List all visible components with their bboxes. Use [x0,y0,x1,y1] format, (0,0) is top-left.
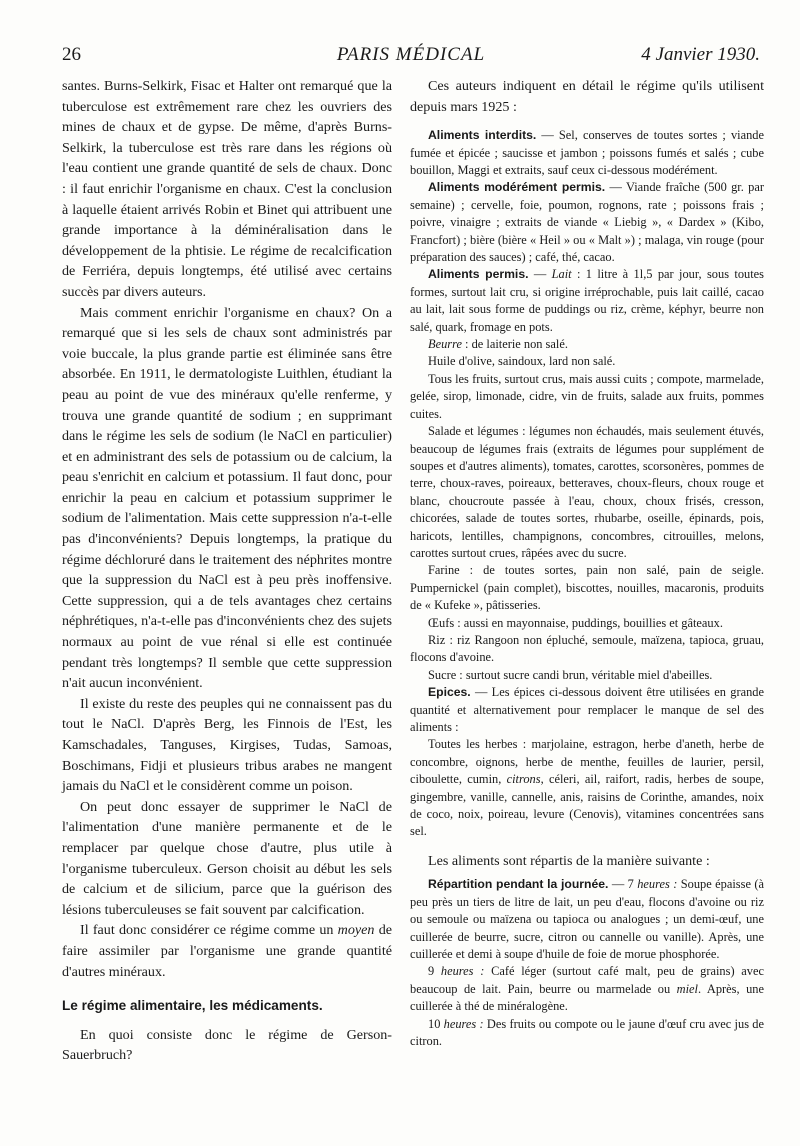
paragraph: Il faut donc considérer ce régime comme un moyen de faire assimiler par l'organisme une grande quantité d'autres minéraux. [62,922,393,980]
list-item: Aliments modérément permis. — Viande fraîche (500 gr. par semaine) ; cervelle, foie, poumon, rognons, rate ; poissons frais ; poivre, vinaigre ; extraits de viande « Liebig », « Dardex » (Kibo, Francfort) ; bière (bière « Heil » ou « Malt ») ; malaga, vin rouge (pour préparation des sauces) ; café, thé, cacao. [410,180,764,265]
list-item: Epices. — Les épices ci-dessous doivent être utilisées en grande quantité et alternativement pour remplacer le manque de sel des aliments : [410,685,764,734]
list-item: Répartition pendant la journée. — 7 heures : Soupe épaisse (à peu près un tiers de litre de lait, un peu d'eau, flocons d'avoine ou riz ou semoule ou maïzena ou tapioca ou analogues ; un demi-œuf, une cuillerée de beurre, sucre, citron ou cannelle ou vanille). Après, une cuillerée et demi à soupe d'huile de foie de morue phosphorée. [410,877,764,962]
list-item: Sucre : surtout sucre candi brun, véritable miel d'abeilles. [428,667,713,682]
list-item: Tous les fruits, surtout crus, mais aussi cuits ; compote, marmelade, gelée, sirop, limonade, cidre, vin de fruits, salade aux fruits, pommes cuites. [410,371,764,421]
list-item: Aliments permis. — Lait : 1 litre à 1l,5 par jour, sous toutes formes, surtout lait cru, si origine irréprochable, puis lait caillé, cacao au lait, lait sous forme de puddings ou riz, crème, képhyr, beurre non salé, quark, fromage en pots. [410,267,764,334]
list-item: Riz : riz Rangoon non épluché, semoule, maïzena, tapioca, gruau, flocons d'avoine. [410,632,764,665]
paragraph: Il existe du reste des peuples qui ne connaissent pas du tout le NaCl. D'après Berg, les Finnois de l'Est, les Kamschadales, Tanguses, Kirgises, Tudas, Samoas, Boschimans, Fidji et plusieurs tribus arabes ne mangent jamais du NaCl et le considèrent comme un poison. [62,695,392,795]
right-column [410,76,764,1051]
paragraph: Les aliments sont répartis de la manière suivante : [428,852,710,869]
list-item: Huile d'olive, saindoux, lard non salé. [428,354,616,369]
list-item: Œufs : aussi en mayonnaise, puddings, bouillies et gâteaux. [428,615,723,630]
issue-date: 4 Janvier 1930. [641,44,760,65]
list-item: Farine : de toutes sortes, pain non salé, pain de seigle. Pumpernickel (pain complet), biscottes, nouilles, macaronis, produits de « Kufeke », pâtisseries. [410,563,764,613]
diet-list [410,127,764,841]
journal-title: PARIS MÉDICAL [336,44,486,65]
list-item: Beurre : de laiterie non salé. [428,337,568,352]
list-item: Aliments interdits. — Sel, conserves de toutes sortes ; viande fumée et épicée ; saucisse et jambon ; poissons fumés et salés ; cube bouillon, Maggi et extraits, sauf ceux ci-dessous modérément. [410,128,764,177]
list-item: 10 heures : Des fruits ou compote ou le jaune d'œuf cru avec jus de citron. [410,1016,764,1049]
page-header [62,44,760,70]
paragraph: On peut donc essayer de supprimer le NaCl de l'alimentation d'une manière permanente et de le remplacer par quelque chose d'autre, plus utile à l'organisme tuberculeux. Gerson choisit au début les sels de calcium et de silicium, parce que la guérison des lésions tuberculeuses se fait souvent par calcification. [62,798,392,918]
list-item: 9 heures : Café léger (surtout café malt, peu de grains) avec beaucoup de lait. Pain, beurre ou marmelade ou miel. Après, une cuillerée à thé de minéralogène. [410,964,764,1014]
page-number: 26 [62,44,81,65]
section-heading: Le régime alimentaire, les médicaments. [62,998,323,1014]
list-item: Salade et légumes : légumes non échaudés, mais seulement étuvés, beaucoup de légumes frais (extraits de légumes pour supplément de soupes et d'autres aliments), tomates, carottes, scorsonères, pommes de terre, choux-raves, poireaux, betteraves, choux-fleurs, choux rouge et blanc, choucroute passée à l'eau, choux, choux frisés, cresson, chicorées, salade de toutes sortes, rhubarbe, oseille, épinards, pois, haricots, lentilles, champignons, concombres, citrouilles, melons, carottes surtout crues, râpées avec du sucre. [410,424,764,560]
paragraph: Mais comment enrichir l'organisme en chaux? On a remarqué que si les sels de chaux sont administrés par voie buccale, la plus grande partie est éliminée sans être absorbée. En 1911, le dermatologiste Luithlen, étudiant la peau au point de vue des minéraux qu'elle renferme, y trouva une grande quantité de sodium ; en supprimant dans le régime les sels de sodium (le NaCl en particulier) et en administrant des sels de potassium ou de calcium, la peau s'enrichit en calcium et potassium. Il faut donc, pour enrichir la peau en calcium et potassium supprimer le sodium de l'alimentation. Mais cette suppression n'a-t-elle pas d'inconvénients? Depuis longtemps, la pratique du régime déchloruré dans le traitement des néphrites montre que la suppression du NaCl est à peu près inoffensive. Cette suppression, qui a de tels avantages chez certains néphrétiques, n'a-t-elle pas d'inconvénients chez des sujets normaux au point de vue rénal si elle est continuée pendant très longtemps? Il semble que cette suppression n'ait aucun inconvénient. [62,304,392,692]
paragraph: En quoi consiste donc le régime de Gerson-Sauerbruch? [62,1026,392,1064]
paragraph: santes. Burns-Selkirk, Fisac et Halter ont remarqué que la tuberculose est extrêmement rare chez les ouvriers des mines de chaux et de gypse. De même, d'après Burns-Selkirk, la tuberculose est très rare dans les régions où l'eau contient une grande quantité de sels de chaux. Donc : il faut enrichir l'organisme en chaux. C'est la conclusion à laquelle étaient arrivés Robin et Binet qui attribuent une grande importance à la déminéralisation dans le développement de la phtisie. Le régime de recalcification de Ferriéra, depuis longtemps, été utilisé avec certains succès par divers auteurs. [62,78,392,300]
list-item: Toutes les herbes : marjolaine, estragon, herbe d'aneth, herbe de concombre, oignons, herbe de menthe, feuilles de laurier, persil, ciboulette, cumin, citrons, céleri, ail, raifort, radis, herbes de soupe, gingembre, vanille, cannelle, anis, raisins de Corinthe, amandes, noix de coco, noix, poireau, levure (Cenovis), vitamines concentrées sans sel. [410,737,764,839]
left-column [62,76,392,1066]
schedule-list [410,876,764,1050]
intro-paragraph: Ces auteurs indiquent en détail le régime qu'ils utilisent depuis mars 1925 : [410,78,764,115]
